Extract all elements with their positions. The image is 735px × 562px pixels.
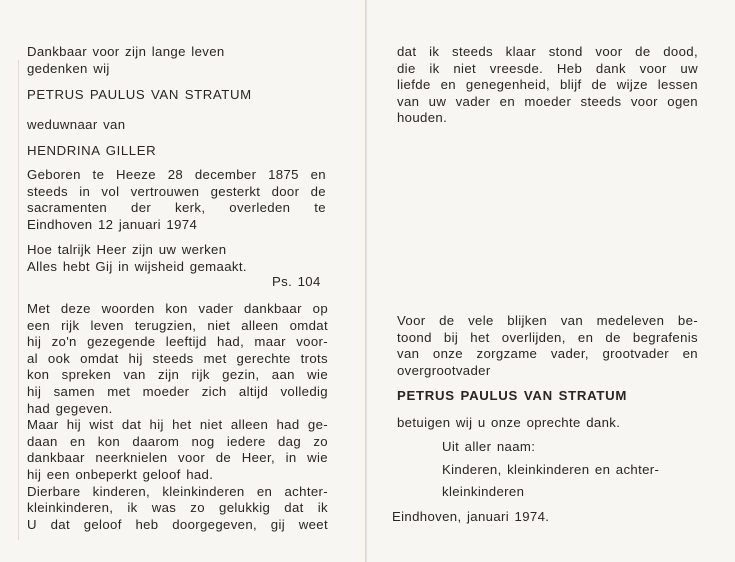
birth-death-paragraph: Geboren te Heeze 28 december 1875 en steeds in vol vertrouwen gesterkt door de sacramenten der kerk, overleden te Eindhoven 12 januari 1974 — [27, 167, 326, 232]
thanks-deceased-name: PETRUS PAULUS VAN STRATUM — [397, 388, 628, 403]
card-fold — [365, 0, 367, 562]
continuation-paragraph: dat ik steeds klaar stond voor de dood, die ik niet vreesde. Heb dank voor uw liefde en genegenheid, blijf de wijze lessen van uw vader en moeder steeds voor ogen houden. — [397, 44, 698, 126]
spouse-name: HENDRINA GILLER — [27, 143, 157, 158]
psalm-quote: Hoe talrijk Heer zijn uw werken Alles hebt Gij in wijsheid gemaakt. — [27, 242, 247, 274]
thanks-closing: betuigen wij u onze oprechte dank. — [397, 415, 621, 430]
intro-text: Dankbaar voor zijn lange leven gedenken wij — [27, 44, 225, 76]
memorial-paragraph: Met deze woorden kon vader dankbaar op een rijk leven terugzien, niet alleen omdat hij zo'n gezegende leeftijd had, maar voor- al ook omdat hij steeds met gerechte trots kon spreken van zijn rijk gezin, aan wie hij samen met moeder zich altijd volledig had gegeven. Maar hij wist dat hij het niet alleen had ge- daan en kon daarom nog iedere dag zo dankbaar neerknielen voor de Heer, in wie hij een onbeperkt geloof had. Dierbare kinderen, kleinkinderen en achter- kleinkinderen, ik was zo gelukkig dat ik U dat geloof heb doorgegeven, gij weet — [27, 301, 328, 532]
margin-line — [18, 60, 19, 540]
psalm-reference: Ps. 104 — [272, 274, 321, 289]
widower-of-label: weduwnaar van — [27, 117, 126, 132]
deceased-name: PETRUS PAULUS VAN STRATUM — [27, 87, 252, 102]
place-date: Eindhoven, januari 1974. — [392, 509, 550, 524]
thanks-paragraph: Voor de vele blijken van medeleven be- toond bij het overlijden, en de begrafenis van onze zorgzame vader, grootvader en overgrootvader — [397, 313, 698, 378]
family-signature: Uit aller naam: Kinderen, kleinkinderen en achter- kleinkinderen — [442, 439, 660, 499]
